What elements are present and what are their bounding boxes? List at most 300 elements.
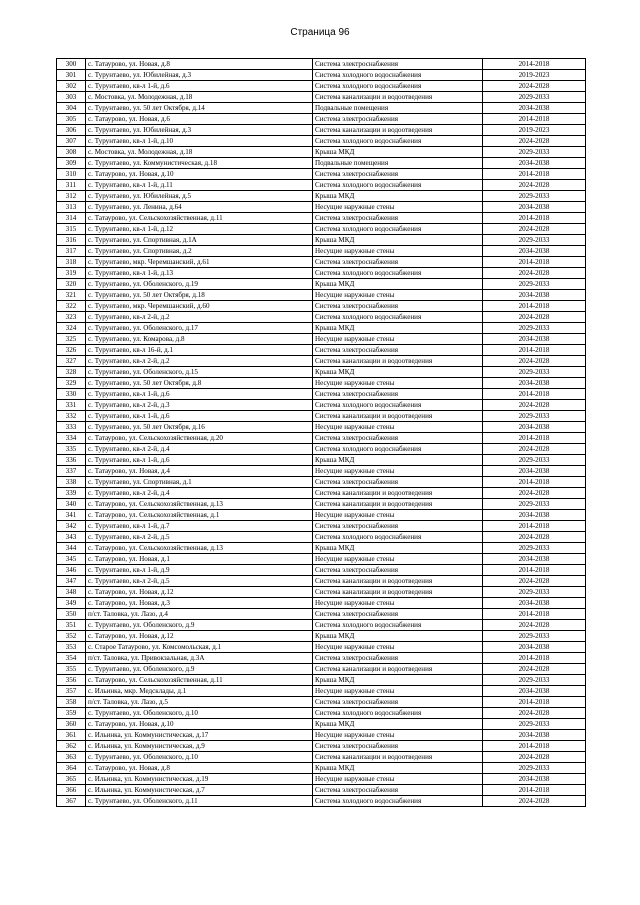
period-cell: 2034-2038 [483, 334, 586, 345]
table-row [57, 565, 586, 576]
row-number: 363 [57, 752, 86, 763]
row-number: 328 [57, 367, 86, 378]
row-number: 330 [57, 389, 86, 400]
table-row [57, 686, 586, 697]
address-cell: с. Татаурово, ул. Новая, д.3 [86, 598, 313, 609]
system-cell: Система холодного водоснабжения [313, 81, 483, 92]
table-row [57, 466, 586, 477]
row-number: 315 [57, 224, 86, 235]
table-row [57, 345, 586, 356]
row-number: 360 [57, 719, 86, 730]
system-cell: Несущие наружные стены [313, 290, 483, 301]
row-number: 350 [57, 609, 86, 620]
table-row [57, 125, 586, 136]
system-cell: Крыша МКД [313, 279, 483, 290]
row-number: 302 [57, 81, 86, 92]
address-cell: с. Турунтаево, кв-л 2-й, д.5 [86, 532, 313, 543]
row-number: 309 [57, 158, 86, 169]
period-cell: 2014-2018 [483, 697, 586, 708]
row-number: 306 [57, 125, 86, 136]
address-cell: с. Турунтаево, кв-л 1-й, д.6 [86, 81, 313, 92]
row-number: 326 [57, 345, 86, 356]
row-number: 303 [57, 92, 86, 103]
period-cell: 2034-2038 [483, 642, 586, 653]
table-row [57, 576, 586, 587]
system-cell: Крыша МКД [313, 631, 483, 642]
address-cell: с. Турунтаево, ул. Комарова, д.8 [86, 334, 313, 345]
period-cell: 2029-2033 [483, 92, 586, 103]
address-cell: с. Ильинка, ул. Коммунистическая, д.7 [86, 785, 313, 796]
system-cell: Система холодного водоснабжения [313, 312, 483, 323]
address-cell: с. Татаурово, ул. Новая, д.12 [86, 587, 313, 598]
address-cell: п/ст. Таловка, ул. Привокзальная, д.3А [86, 653, 313, 664]
table-row [57, 477, 586, 488]
table-row [57, 389, 586, 400]
system-cell: Система холодного водоснабжения [313, 136, 483, 147]
address-cell: с. Турунтаево, ул. 50 лет Октября, д.18 [86, 290, 313, 301]
table-row [57, 169, 586, 180]
row-number: 355 [57, 664, 86, 675]
system-cell: Система холодного водоснабжения [313, 70, 483, 81]
period-cell: 2024-2028 [483, 708, 586, 719]
table-row [57, 433, 586, 444]
table-row [57, 356, 586, 367]
row-number: 300 [57, 59, 86, 70]
table-row [57, 510, 586, 521]
table-row [57, 532, 586, 543]
system-cell: Крыша МКД [313, 235, 483, 246]
system-cell: Система холодного водоснабжения [313, 268, 483, 279]
system-cell: Несущие наружные стены [313, 422, 483, 433]
row-number: 308 [57, 147, 86, 158]
row-number: 366 [57, 785, 86, 796]
row-number: 332 [57, 411, 86, 422]
table-row [57, 444, 586, 455]
period-cell: 2014-2018 [483, 301, 586, 312]
table-row [57, 147, 586, 158]
system-cell: Крыша МКД [313, 675, 483, 686]
system-cell: Система электроснабжения [313, 114, 483, 125]
period-cell: 2029-2033 [483, 279, 586, 290]
row-number: 367 [57, 796, 86, 807]
row-number: 334 [57, 433, 86, 444]
row-number: 322 [57, 301, 86, 312]
address-cell: с. Татаурово, ул. Сельскохозяйственная, д.11 [86, 213, 313, 224]
system-cell: Система холодного водоснабжения [313, 224, 483, 235]
address-cell: с. Турунтаево, кв-л 1-й, д.13 [86, 268, 313, 279]
address-cell: с. Мостовка, ул. Молодежная, д.18 [86, 147, 313, 158]
table-row [57, 92, 586, 103]
period-cell: 2029-2033 [483, 763, 586, 774]
row-number: 348 [57, 587, 86, 598]
address-cell: с. Ильинка, ул. Коммунистическая, д.9 [86, 741, 313, 752]
address-cell: с. Турунтаево, ул. Оболенского, д.15 [86, 367, 313, 378]
system-cell: Несущие наружные стены [313, 334, 483, 345]
address-cell: с. Турунтаево, кв-л 2-й, д.5 [86, 576, 313, 587]
table-row [57, 785, 586, 796]
system-cell: Несущие наружные стены [313, 378, 483, 389]
period-cell: 2029-2033 [483, 191, 586, 202]
system-cell: Несущие наружные стены [313, 246, 483, 257]
row-number: 313 [57, 202, 86, 213]
address-cell: с. Турунтаево, мкр. Черемшанский, д.61 [86, 257, 313, 268]
period-cell: 2024-2028 [483, 488, 586, 499]
row-number: 318 [57, 257, 86, 268]
row-number: 340 [57, 499, 86, 510]
table-row [57, 422, 586, 433]
row-number: 361 [57, 730, 86, 741]
row-number: 351 [57, 620, 86, 631]
table-row [57, 488, 586, 499]
table-row [57, 224, 586, 235]
address-cell: с. Турунтаево, кв-л 1-й, д.9 [86, 565, 313, 576]
row-number: 333 [57, 422, 86, 433]
address-cell: с. Татаурово, ул. Новая, д.8 [86, 763, 313, 774]
address-cell: п/ст. Таловка, ул. Лазо, д.5 [86, 697, 313, 708]
address-cell: с. Турунтаево, кв-л 2-й, д.2 [86, 356, 313, 367]
period-cell: 2034-2038 [483, 466, 586, 477]
table-row [57, 81, 586, 92]
period-cell: 2034-2038 [483, 730, 586, 741]
system-cell: Подвальные помещения [313, 158, 483, 169]
row-number: 331 [57, 400, 86, 411]
table-row [57, 719, 586, 730]
period-cell: 2034-2038 [483, 510, 586, 521]
address-cell: с. Турунтаево, ул. Оболенского, д.11 [86, 796, 313, 807]
row-number: 343 [57, 532, 86, 543]
period-cell: 2034-2038 [483, 686, 586, 697]
table-row [57, 609, 586, 620]
address-cell: с. Турунтаево, кв-л 1-й, д.6 [86, 411, 313, 422]
system-cell: Крыша МКД [313, 719, 483, 730]
address-cell: с. Турунтаево, ул. Оболенского, д.10 [86, 708, 313, 719]
row-number: 312 [57, 191, 86, 202]
period-cell: 2024-2028 [483, 664, 586, 675]
table-row [57, 763, 586, 774]
system-cell: Система электроснабжения [313, 521, 483, 532]
period-cell: 2024-2028 [483, 400, 586, 411]
row-number: 316 [57, 235, 86, 246]
table-row [57, 103, 586, 114]
address-cell: с. Турунтаево, ул. Спортивная, д.2 [86, 246, 313, 257]
address-cell: с. Татаурово, ул. Новая, д.4 [86, 466, 313, 477]
table-row [57, 136, 586, 147]
system-cell: Система канализации и водоотведения [313, 125, 483, 136]
period-cell: 2029-2033 [483, 675, 586, 686]
period-cell: 2024-2028 [483, 796, 586, 807]
row-number: 344 [57, 543, 86, 554]
row-number: 352 [57, 631, 86, 642]
address-cell: с. Турунтаево, ул. Юбилейная, д.3 [86, 125, 313, 136]
period-cell: 2024-2028 [483, 532, 586, 543]
address-cell: с. Татаурово, ул. Сельскохозяйственная, д.13 [86, 499, 313, 510]
register-table-body [57, 59, 586, 807]
address-cell: с. Татаурово, ул. Сельскохозяйственная, д.11 [86, 675, 313, 686]
period-cell: 2029-2033 [483, 455, 586, 466]
period-cell: 2014-2018 [483, 169, 586, 180]
table-row [57, 378, 586, 389]
period-cell: 2014-2018 [483, 345, 586, 356]
address-cell: с. Турунтаево, кв-л 1-й, д.7 [86, 521, 313, 532]
system-cell: Крыша МКД [313, 147, 483, 158]
table-row [57, 334, 586, 345]
row-number: 365 [57, 774, 86, 785]
row-number: 349 [57, 598, 86, 609]
row-number: 307 [57, 136, 86, 147]
table-row [57, 543, 586, 554]
system-cell: Система холодного водоснабжения [313, 708, 483, 719]
period-cell: 2014-2018 [483, 653, 586, 664]
row-number: 301 [57, 70, 86, 81]
period-cell: 2024-2028 [483, 444, 586, 455]
period-cell: 2029-2033 [483, 543, 586, 554]
period-cell: 2034-2038 [483, 290, 586, 301]
period-cell: 2014-2018 [483, 565, 586, 576]
address-cell: с. Турунтаево, ул. Ленина, д.64 [86, 202, 313, 213]
period-cell: 2014-2018 [483, 257, 586, 268]
table-row [57, 730, 586, 741]
row-number: 321 [57, 290, 86, 301]
system-cell: Несущие наружные стены [313, 554, 483, 565]
period-cell: 2014-2018 [483, 59, 586, 70]
address-cell: с. Турунтаево, ул. Юбилейная, д.3 [86, 70, 313, 81]
row-number: 335 [57, 444, 86, 455]
row-number: 324 [57, 323, 86, 334]
period-cell: 2029-2033 [483, 587, 586, 598]
table-row [57, 59, 586, 70]
table-row [57, 664, 586, 675]
row-number: 305 [57, 114, 86, 125]
table-row [57, 235, 586, 246]
system-cell: Система холодного водоснабжения [313, 532, 483, 543]
address-cell: с. Турунтаево, кв-л 2-й, д.2 [86, 312, 313, 323]
table-row [57, 268, 586, 279]
system-cell: Система электроснабжения [313, 345, 483, 356]
system-cell: Несущие наружные стены [313, 510, 483, 521]
address-cell: с. Турунтаево, кв-л 1-й, д.6 [86, 455, 313, 466]
system-cell: Система канализации и водоотведения [313, 488, 483, 499]
system-cell: Несущие наружные стены [313, 642, 483, 653]
row-number: 310 [57, 169, 86, 180]
row-number: 329 [57, 378, 86, 389]
address-cell: с. Татаурово, ул. Сельскохозяйственная, д.20 [86, 433, 313, 444]
row-number: 345 [57, 554, 86, 565]
system-cell: Несущие наружные стены [313, 686, 483, 697]
table-row [57, 499, 586, 510]
system-cell: Крыша МКД [313, 543, 483, 554]
system-cell: Подвальные помещения [313, 103, 483, 114]
row-number: 342 [57, 521, 86, 532]
address-cell: с. Турунтаево, ул. Оболенского, д.9 [86, 620, 313, 631]
address-cell: с. Татаурово, ул. Сельскохозяйственная, д.13 [86, 543, 313, 554]
system-cell: Система холодного водоснабжения [313, 796, 483, 807]
system-cell: Система холодного водоснабжения [313, 620, 483, 631]
row-number: 347 [57, 576, 86, 587]
table-row [57, 653, 586, 664]
system-cell: Система канализации и водоотведения [313, 356, 483, 367]
address-cell: с. Татаурово, ул. Сельскохозяйственная, д.1 [86, 510, 313, 521]
period-cell: 2029-2033 [483, 719, 586, 730]
address-cell: с. Турунтаево, ул. Оболенского, д.17 [86, 323, 313, 334]
period-cell: 2014-2018 [483, 741, 586, 752]
period-cell: 2024-2028 [483, 180, 586, 191]
address-cell: с. Татаурово, ул. Новая, д.8 [86, 59, 313, 70]
table-row [57, 587, 586, 598]
system-cell: Система канализации и водоотведения [313, 664, 483, 675]
row-number: 314 [57, 213, 86, 224]
system-cell: Система электроснабжения [313, 257, 483, 268]
system-cell: Крыша МКД [313, 455, 483, 466]
system-cell: Несущие наружные стены [313, 598, 483, 609]
system-cell: Крыша МКД [313, 191, 483, 202]
table-row [57, 257, 586, 268]
system-cell: Несущие наружные стены [313, 730, 483, 741]
system-cell: Несущие наружные стены [313, 202, 483, 213]
address-cell: с. Татаурово, ул. Новая, д.10 [86, 719, 313, 730]
period-cell: 2024-2028 [483, 356, 586, 367]
table-row [57, 455, 586, 466]
period-cell: 2034-2038 [483, 378, 586, 389]
row-number: 359 [57, 708, 86, 719]
row-number: 341 [57, 510, 86, 521]
system-cell: Система электроснабжения [313, 785, 483, 796]
period-cell: 2024-2028 [483, 268, 586, 279]
system-cell: Система электроснабжения [313, 697, 483, 708]
row-number: 353 [57, 642, 86, 653]
period-cell: 2014-2018 [483, 389, 586, 400]
row-number: 356 [57, 675, 86, 686]
table-row [57, 642, 586, 653]
register-table [56, 58, 586, 807]
address-cell: с. Турунтаево, кв-л 16-й, д.1 [86, 345, 313, 356]
system-cell: Система электроснабжения [313, 609, 483, 620]
address-cell: с. Турунтаево, кв-л 1-й, д.6 [86, 389, 313, 400]
row-number: 357 [57, 686, 86, 697]
period-cell: 2024-2028 [483, 224, 586, 235]
address-cell: с. Турунтаево, кв-л 1-й, д.11 [86, 180, 313, 191]
address-cell: с. Турунтаево, ул. 50 лет Октября, д.14 [86, 103, 313, 114]
table-row [57, 191, 586, 202]
period-cell: 2019-2023 [483, 125, 586, 136]
period-cell: 2034-2038 [483, 422, 586, 433]
period-cell: 2014-2018 [483, 114, 586, 125]
row-number: 304 [57, 103, 86, 114]
table-row [57, 774, 586, 785]
system-cell: Система канализации и водоотведения [313, 752, 483, 763]
address-cell: с. Турунтаево, кв-л 2-й, д.4 [86, 444, 313, 455]
table-row [57, 70, 586, 81]
period-cell: 2029-2033 [483, 147, 586, 158]
address-cell: с. Турунтаево, ул. Юбилейная, д.5 [86, 191, 313, 202]
system-cell: Система электроснабжения [313, 213, 483, 224]
table-row [57, 246, 586, 257]
table-row [57, 114, 586, 125]
period-cell: 2029-2033 [483, 323, 586, 334]
period-cell: 2029-2033 [483, 411, 586, 422]
table-row [57, 554, 586, 565]
row-number: 311 [57, 180, 86, 191]
address-cell: с. Турунтаево, ул. 50 лет Октября, д.16 [86, 422, 313, 433]
period-cell: 2024-2028 [483, 81, 586, 92]
row-number: 346 [57, 565, 86, 576]
period-cell: 2024-2028 [483, 576, 586, 587]
system-cell: Система электроснабжения [313, 477, 483, 488]
period-cell: 2029-2033 [483, 235, 586, 246]
row-number: 327 [57, 356, 86, 367]
system-cell: Система холодного водоснабжения [313, 180, 483, 191]
address-cell: с. Турунтаево, ул. Спортивная, д.1 [86, 477, 313, 488]
row-number: 354 [57, 653, 86, 664]
period-cell: 2019-2023 [483, 70, 586, 81]
system-cell: Система канализации и водоотведения [313, 92, 483, 103]
row-number: 319 [57, 268, 86, 279]
period-cell: 2034-2038 [483, 158, 586, 169]
table-row [57, 411, 586, 422]
system-cell: Система электроснабжения [313, 301, 483, 312]
row-number: 317 [57, 246, 86, 257]
period-cell: 2034-2038 [483, 774, 586, 785]
address-cell: с. Турунтаево, мкр. Черемшанский, д.60 [86, 301, 313, 312]
period-cell: 2014-2018 [483, 477, 586, 488]
period-cell: 2014-2018 [483, 521, 586, 532]
system-cell: Система холодного водоснабжения [313, 444, 483, 455]
table-row [57, 675, 586, 686]
table-row [57, 279, 586, 290]
system-cell: Крыша МКД [313, 323, 483, 334]
row-number: 339 [57, 488, 86, 499]
row-number: 323 [57, 312, 86, 323]
period-cell: 2034-2038 [483, 554, 586, 565]
row-number: 338 [57, 477, 86, 488]
period-cell: 2029-2033 [483, 499, 586, 510]
table-row [57, 323, 586, 334]
row-number: 320 [57, 279, 86, 290]
period-cell: 2029-2033 [483, 631, 586, 642]
period-cell: 2014-2018 [483, 609, 586, 620]
table-row [57, 752, 586, 763]
address-cell: с. Татаурово, ул. Новая, д.10 [86, 169, 313, 180]
table-row [57, 213, 586, 224]
system-cell: Система канализации и водоотведения [313, 576, 483, 587]
row-number: 336 [57, 455, 86, 466]
row-number: 325 [57, 334, 86, 345]
address-cell: п/ст. Таловка, ул. Лазо, д.4 [86, 609, 313, 620]
period-cell: 2014-2018 [483, 433, 586, 444]
system-cell: Система канализации и водоотведения [313, 499, 483, 510]
table-row [57, 598, 586, 609]
table-row [57, 202, 586, 213]
system-cell: Система электроснабжения [313, 59, 483, 70]
system-cell: Система электроснабжения [313, 741, 483, 752]
period-cell: 2024-2028 [483, 312, 586, 323]
period-cell: 2034-2038 [483, 202, 586, 213]
system-cell: Крыша МКД [313, 367, 483, 378]
system-cell: Несущие наружные стены [313, 466, 483, 477]
address-cell: с. Турунтаево, ул. Оболенского, д.19 [86, 279, 313, 290]
address-cell: с. Турунтаево, ул. Оболенского, д.9 [86, 664, 313, 675]
system-cell: Система канализации и водоотведения [313, 587, 483, 598]
period-cell: 2014-2018 [483, 213, 586, 224]
system-cell: Система холодного водоснабжения [313, 400, 483, 411]
row-number: 364 [57, 763, 86, 774]
table-row [57, 697, 586, 708]
address-cell: с. Татаурово, ул. Новая, д.1 [86, 554, 313, 565]
address-cell: с. Татаурово, ул. Новая, д.12 [86, 631, 313, 642]
period-cell: 2024-2028 [483, 752, 586, 763]
table-row [57, 741, 586, 752]
table-row [57, 631, 586, 642]
table-row [57, 301, 586, 312]
